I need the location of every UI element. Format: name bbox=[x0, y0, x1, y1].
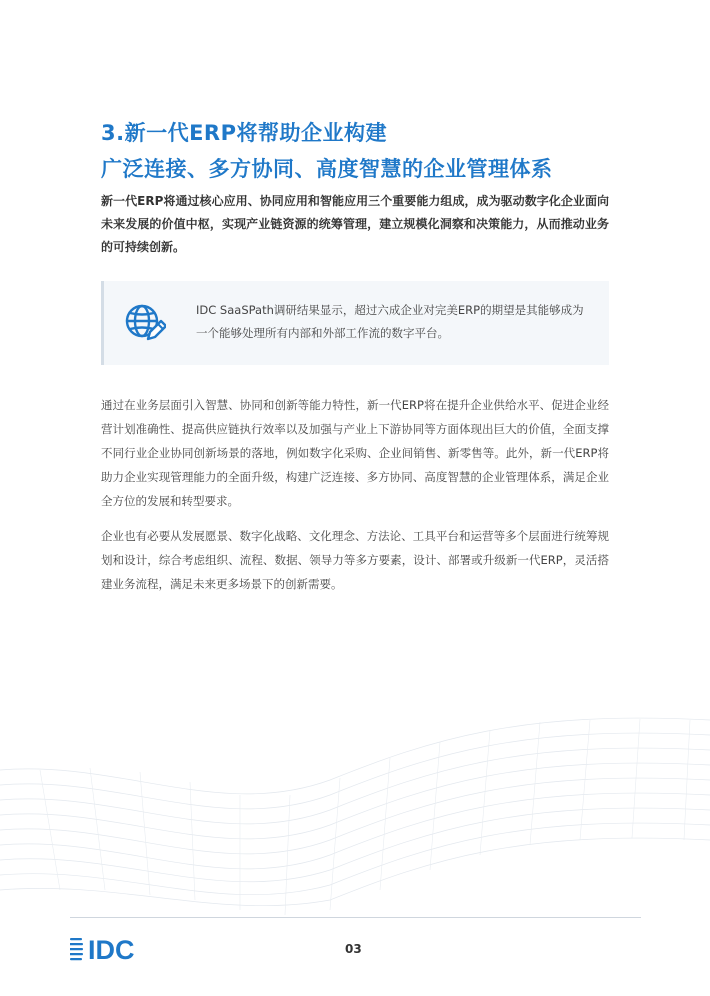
lead-paragraph: 新一代ERP将通过核心应用、协同应用和智能应用三个重要能力组成，成为驱动数字化企业面向未来发展的价值中枢，实现产业链资源的统筹管理，建立规模化洞察和决策能力，从而推动业务的可持续创新。 bbox=[101, 194, 609, 254]
section-title-line2: 广泛连接、多方协同、高度智慧的企业管理体系 bbox=[101, 157, 553, 181]
globe-pen-icon bbox=[122, 301, 166, 345]
callout-line2: 一个能够处理所有内部和外部工作流的数字平台。 bbox=[196, 326, 449, 340]
section-title bbox=[101, 115, 553, 187]
svg-text:IDC: IDC bbox=[88, 935, 135, 962]
callout-box bbox=[101, 281, 609, 365]
idc-logo bbox=[70, 934, 160, 962]
callout-text bbox=[196, 299, 596, 345]
callout-line1: IDC SaaSPath调研结果显示，超过六成企业对完美ERP的期望是其能够成为 bbox=[196, 303, 584, 317]
decorative-wave-mesh bbox=[0, 700, 710, 920]
footer-divider bbox=[70, 917, 641, 918]
body-paragraph-2: 企业也有必要从发展愿景、数字化战略、文化理念、方法论、工具平台和运营等多个层面进行统筹规划和设计，综合考虑组织、流程、数据、领导力等多方要素，设计、部署或升级新一代ERP，灵活搭建业务流程，满足未来更多场景下的创新需要。 bbox=[101, 529, 609, 591]
section-title-line1: 3.新一代ERP将帮助企业构建 bbox=[101, 121, 387, 145]
body-paragraph-1: 通过在业务层面引入智慧、协同和创新等能力特性，新一代ERP将在提升企业供给水平、促进企业经营计划准确性、提高供应链执行效率以及加强与产业上下游协同等方面体现出巨大的价值，全面支撑不同行业企业协同创新场景的落地，例如数字化采购、企业间销售、新零售等。此外，新一代ERP将助力企业实现管理能力的全面升级，构建广泛连接、多方协同、高度智慧的企业管理体系，满足企业全方位的发展和转型要求。 bbox=[101, 398, 609, 508]
page-number: 03 bbox=[345, 942, 362, 956]
